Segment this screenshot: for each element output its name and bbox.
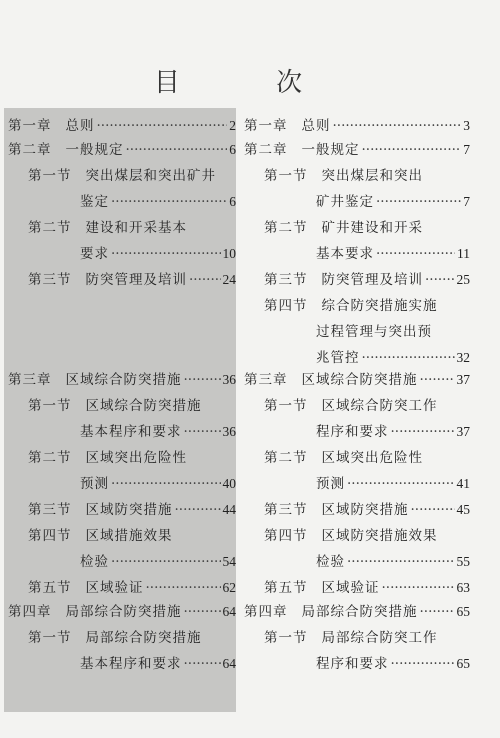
toc-entry xyxy=(264,500,470,520)
toc-entry-title: 程序和要求 xyxy=(316,656,389,672)
toc-entry-page: 63 xyxy=(456,580,470,595)
toc-entry-title: 矿井鉴定 xyxy=(316,194,374,210)
toc-entry-text xyxy=(28,526,173,546)
toc-entry-label: 第二章 xyxy=(244,142,288,158)
dot-leader xyxy=(347,474,455,494)
toc-entry-label: 第四节 xyxy=(264,298,308,314)
toc-entry xyxy=(316,348,470,368)
dot-leader xyxy=(333,116,462,136)
toc-entry-text xyxy=(264,578,380,598)
toc-entry-title: 兆管控 xyxy=(316,350,360,366)
toc-entry-text xyxy=(80,192,109,212)
toc-entry xyxy=(316,654,470,674)
toc-entry-label: 第四节 xyxy=(28,528,72,544)
toc-entry-page: 37 xyxy=(456,424,470,439)
toc-entry-label: 第三节 xyxy=(264,502,308,518)
toc-entry-label: 第三章 xyxy=(244,372,288,388)
toc-entry-text xyxy=(264,270,423,290)
toc-entry-label: 第三节 xyxy=(28,502,72,518)
toc-entry-text xyxy=(316,322,432,342)
toc-entry-page: 65 xyxy=(456,604,470,619)
toc-entry xyxy=(316,244,470,264)
toc-entry xyxy=(28,218,236,238)
toc-entry xyxy=(28,500,236,520)
toc-entry-page: 36 xyxy=(222,372,236,387)
toc-entry-label: 第二节 xyxy=(264,220,308,236)
toc-entry xyxy=(264,396,470,416)
toc-entry-title: 一般规定 xyxy=(65,142,124,158)
toc-entry xyxy=(244,140,470,160)
toc-entry-text xyxy=(244,602,418,622)
dot-leader xyxy=(189,270,221,290)
dot-leader xyxy=(111,244,221,264)
toc-entry-label: 第三章 xyxy=(8,372,52,388)
toc-entry-page: 36 xyxy=(222,424,236,439)
toc-entry-title: 预测 xyxy=(80,476,109,492)
toc-entry-title: 过程管理与突出预 xyxy=(316,324,432,340)
toc-entry-label: 第四章 xyxy=(8,604,52,620)
dot-leader xyxy=(391,422,455,442)
toc-entry-title: 区域突出危险性 xyxy=(321,450,423,466)
toc-entry xyxy=(8,140,236,160)
dot-leader xyxy=(111,192,227,212)
toc-entry xyxy=(316,422,470,442)
toc-entry xyxy=(244,370,470,390)
toc-entry-label: 第四章 xyxy=(244,604,288,620)
toc-entry-label: 第四节 xyxy=(264,528,308,544)
toc-entry xyxy=(264,526,470,546)
toc-entry xyxy=(28,578,236,598)
toc-entry xyxy=(80,654,236,674)
toc-entry-page: 54 xyxy=(222,554,236,569)
toc-entry xyxy=(264,448,470,468)
dot-leader xyxy=(425,270,455,290)
toc-entry-page: 64 xyxy=(222,604,236,619)
toc-entry xyxy=(80,422,236,442)
toc-entry-title: 区域防突措施 xyxy=(85,502,173,518)
toc-entry-label: 第五节 xyxy=(264,580,308,596)
dot-leader xyxy=(126,140,228,160)
toc-entry-text xyxy=(316,244,374,264)
dot-leader xyxy=(420,370,455,390)
toc-entry-page: 44 xyxy=(222,502,236,517)
toc-entry-text xyxy=(316,192,374,212)
toc-entry-text xyxy=(28,166,216,186)
toc-entry-text xyxy=(80,654,182,674)
toc-entry-page: 62 xyxy=(222,580,236,595)
toc-entry-title: 局部综合防突工作 xyxy=(321,630,438,646)
toc-entry-label: 第二节 xyxy=(264,450,308,466)
toc-entry-text xyxy=(264,218,423,238)
toc-entry-page: 7 xyxy=(463,142,470,157)
toc-entry-text xyxy=(264,526,438,546)
toc-entry-text xyxy=(28,218,187,238)
toc-entry-label: 第一章 xyxy=(8,118,52,134)
toc-entry-page: 7 xyxy=(463,194,470,209)
toc-entry-text xyxy=(28,628,202,648)
toc-entry-title: 基本程序和要求 xyxy=(80,424,182,440)
toc-entry-title: 基本程序和要求 xyxy=(80,656,182,672)
toc-entry-title: 总则 xyxy=(301,118,331,134)
toc-entry-label: 第三节 xyxy=(264,272,308,288)
toc-entry-text xyxy=(244,140,360,160)
dot-leader xyxy=(347,552,455,572)
toc-entry-page: 37 xyxy=(456,372,470,387)
dot-leader xyxy=(376,244,455,264)
dot-leader xyxy=(146,578,221,598)
toc-entry-title: 建设和开采基本 xyxy=(85,220,187,236)
toc-entry-title: 区域防突措施效果 xyxy=(321,528,438,544)
toc-entry xyxy=(264,218,470,238)
toc-entry-page: 3 xyxy=(463,118,470,133)
toc-entry-text xyxy=(8,116,95,136)
toc-entry xyxy=(28,448,236,468)
toc-entry-text xyxy=(28,448,187,468)
toc-entry-title: 突出煤层和突出 xyxy=(321,168,423,184)
toc-entry-label: 第二章 xyxy=(8,142,52,158)
toc-entry-page: 6 xyxy=(229,142,236,157)
dot-leader xyxy=(184,370,221,390)
toc-entry xyxy=(80,552,236,572)
toc-entry-text xyxy=(8,140,124,160)
dot-leader xyxy=(420,602,455,622)
toc-entry-label: 第三节 xyxy=(28,272,72,288)
toc-entry xyxy=(28,628,236,648)
toc-entry-text xyxy=(264,448,423,468)
toc-entry-page: 6 xyxy=(229,194,236,209)
toc-entry-text xyxy=(80,244,109,264)
dot-leader xyxy=(376,192,461,212)
toc-entry xyxy=(264,628,470,648)
dot-leader xyxy=(184,422,221,442)
toc-entry-label: 第一节 xyxy=(264,398,308,414)
toc-entry-label: 第五节 xyxy=(28,580,72,596)
dot-leader xyxy=(391,654,455,674)
toc-entry-page: 41 xyxy=(456,476,470,491)
toc-entry-text xyxy=(264,296,438,316)
toc-entry-text xyxy=(8,602,182,622)
toc-entry xyxy=(28,526,236,546)
toc-entry-label: 第一章 xyxy=(244,118,288,134)
toc-entry-page: 64 xyxy=(222,656,236,671)
toc-entry-label: 第一节 xyxy=(264,168,308,184)
dot-leader xyxy=(175,500,221,520)
toc-entry-text xyxy=(264,628,438,648)
toc-entry-page: 65 xyxy=(456,656,470,671)
toc-entry-text xyxy=(244,116,331,136)
toc-entry-title: 局部综合防突措施 xyxy=(85,630,202,646)
toc-entry-page: 10 xyxy=(222,246,236,261)
toc-entry xyxy=(28,166,236,186)
dot-leader xyxy=(97,116,228,136)
toc-entry-title: 一般规定 xyxy=(301,142,360,158)
dot-leader xyxy=(184,654,221,674)
toc-entry-text xyxy=(316,552,345,572)
toc-entry xyxy=(316,192,470,212)
toc-entry-text xyxy=(28,578,144,598)
toc-entry-page: 32 xyxy=(456,350,470,365)
toc-entry-title: 区域综合防突措施 xyxy=(85,398,202,414)
toc-entry xyxy=(80,244,236,264)
dot-leader xyxy=(362,348,455,368)
toc-entry-text xyxy=(28,500,173,520)
toc-entry xyxy=(80,474,236,494)
toc-entry-text xyxy=(264,396,438,416)
toc-entry-text xyxy=(316,348,360,368)
toc-entry-title: 区域防突措施 xyxy=(321,502,409,518)
toc-entry-title: 区域验证 xyxy=(321,580,380,596)
toc-entry-page: 55 xyxy=(456,554,470,569)
toc-entry-title: 检验 xyxy=(80,554,109,570)
toc-entry-label: 第一节 xyxy=(264,630,308,646)
toc-entry-title: 鉴定 xyxy=(80,194,109,210)
toc-entry-title: 区域验证 xyxy=(85,580,144,596)
toc-entry xyxy=(244,116,470,136)
toc-entry-text xyxy=(80,474,109,494)
toc-entry xyxy=(264,296,470,316)
toc-entry-text xyxy=(80,422,182,442)
toc-entry xyxy=(264,578,470,598)
toc-entry-title: 防突管理及培训 xyxy=(85,272,187,288)
toc-entry xyxy=(316,474,470,494)
toc-entry-page: 24 xyxy=(222,272,236,287)
toc-entry-title: 检验 xyxy=(316,554,345,570)
toc-entry xyxy=(8,602,236,622)
toc-entry-text xyxy=(28,396,202,416)
toc-entry-title: 区域措施效果 xyxy=(85,528,173,544)
toc-entry xyxy=(8,370,236,390)
toc-entry-text xyxy=(244,370,418,390)
dot-leader xyxy=(111,474,221,494)
dot-leader xyxy=(382,578,455,598)
dot-leader xyxy=(111,552,221,572)
toc-entry-text xyxy=(80,552,109,572)
toc-entry xyxy=(28,396,236,416)
toc-entry-title: 总则 xyxy=(65,118,95,134)
toc-entry-page: 45 xyxy=(456,502,470,517)
toc-entry-title: 矿井建设和开采 xyxy=(321,220,423,236)
page-title: 目 次 xyxy=(153,68,347,98)
toc-entry-title: 区域综合防突措施 xyxy=(301,372,418,388)
toc-entry xyxy=(28,270,236,290)
toc-entry-title: 区域突出危险性 xyxy=(85,450,187,466)
toc-entry-title: 要求 xyxy=(80,246,109,262)
toc-entry-label: 第一节 xyxy=(28,398,72,414)
toc-entry xyxy=(8,116,236,136)
toc-entry xyxy=(244,602,470,622)
toc-entry-title: 区域综合防突工作 xyxy=(321,398,438,414)
toc-entry-text xyxy=(316,422,389,442)
toc-entry-title: 基本要求 xyxy=(316,246,374,262)
toc-entry xyxy=(80,192,236,212)
toc-entry-text xyxy=(28,270,187,290)
toc-entry-title: 综合防突措施实施 xyxy=(321,298,438,314)
toc-entry-page: 11 xyxy=(457,246,470,261)
toc-entry-title: 防突管理及培训 xyxy=(321,272,423,288)
toc-entry-title: 预测 xyxy=(316,476,345,492)
toc-entry-text xyxy=(316,654,389,674)
toc-entry xyxy=(316,552,470,572)
dot-leader xyxy=(184,602,221,622)
toc-entry-title: 局部综合防突措施 xyxy=(301,604,418,620)
toc-entry xyxy=(316,322,470,342)
toc-entry-title: 区域综合防突措施 xyxy=(65,372,182,388)
dot-leader xyxy=(362,140,462,160)
toc-entry-title: 程序和要求 xyxy=(316,424,389,440)
toc-entry-page: 25 xyxy=(456,272,470,287)
toc-entry-page: 40 xyxy=(222,476,236,491)
toc-entry-text xyxy=(8,370,182,390)
toc-entry-text xyxy=(264,166,423,186)
dot-leader xyxy=(411,500,455,520)
toc-entry-label: 第一节 xyxy=(28,168,72,184)
toc-entry-page: 2 xyxy=(229,118,236,133)
toc-entry-text xyxy=(316,474,345,494)
toc-entry-label: 第二节 xyxy=(28,450,72,466)
toc-entry xyxy=(264,166,470,186)
toc-entry-text xyxy=(264,500,409,520)
toc-entry xyxy=(264,270,470,290)
toc-entry-title: 突出煤层和突出矿井 xyxy=(85,168,216,184)
toc-entry-label: 第一节 xyxy=(28,630,72,646)
toc-entry-title: 局部综合防突措施 xyxy=(65,604,182,620)
toc-entry-label: 第二节 xyxy=(28,220,72,236)
